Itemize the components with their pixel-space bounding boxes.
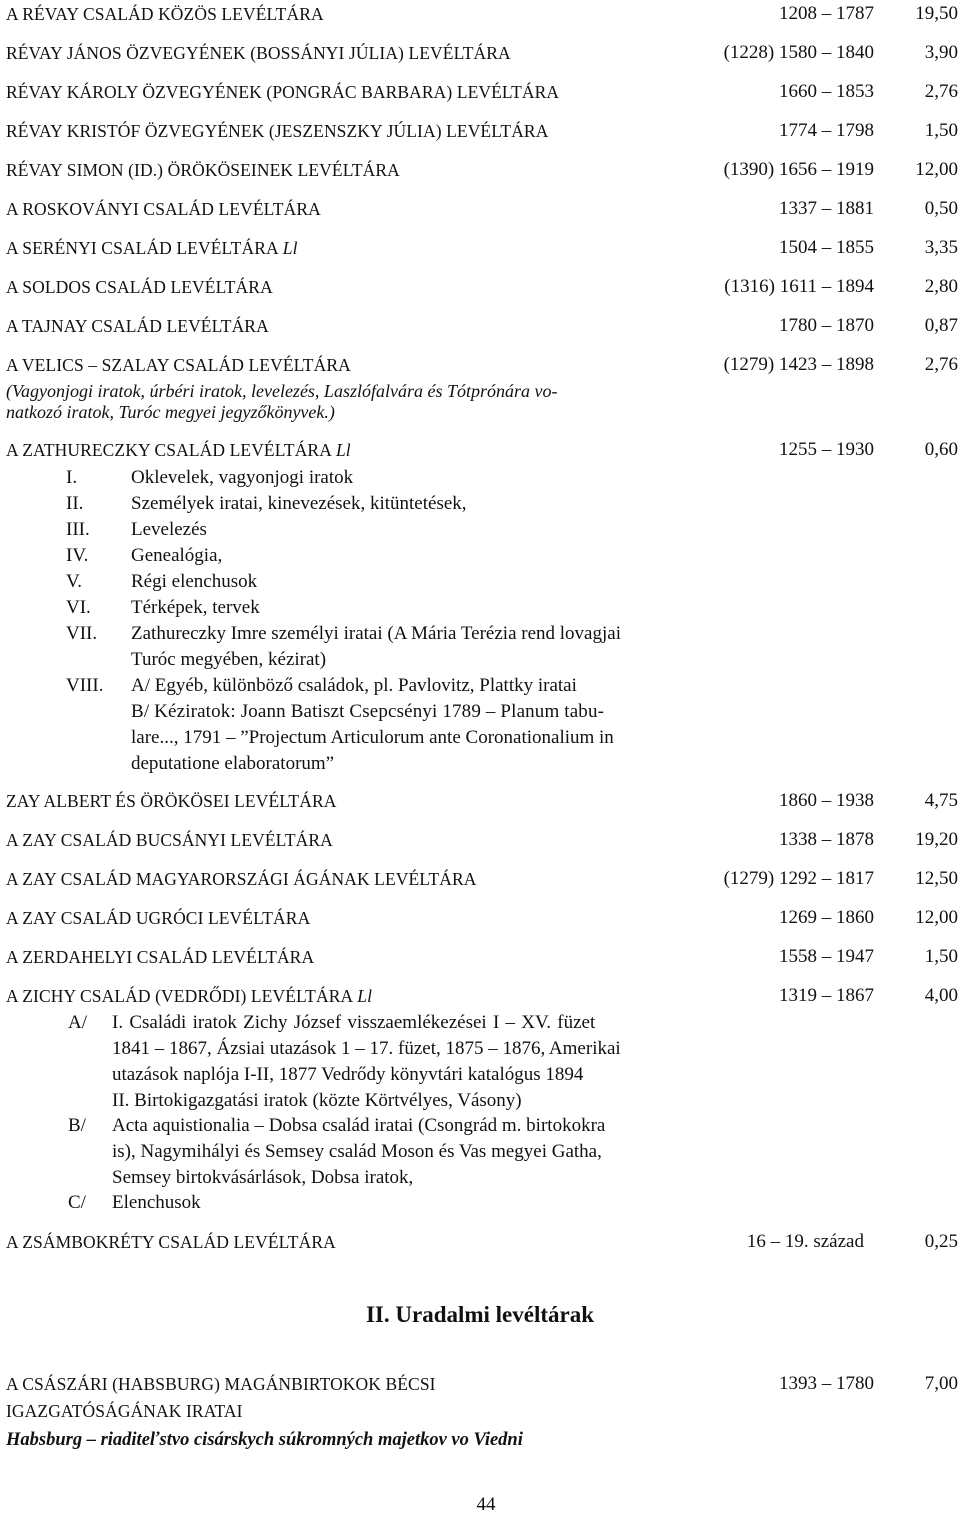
item-number: III. xyxy=(66,519,90,540)
entry-size: 4,00 xyxy=(924,985,958,1006)
entry-size: 2,76 xyxy=(924,81,958,102)
archive-entry xyxy=(6,905,958,933)
item-text: Zathureczky Imre személyi iratai (A Mária Terézia rend lovagjai Turóc megyében, kézirat) xyxy=(131,623,621,670)
archive-entry xyxy=(6,352,958,380)
item-number: VI. xyxy=(66,597,91,618)
archive-entry xyxy=(6,313,958,341)
page-number: 44 xyxy=(476,1494,496,1515)
archive-entry xyxy=(6,118,958,146)
entry-title: RÉVAY SIMON (ID.) ÖRÖKÖSEINEK LEVÉLTÁRA xyxy=(6,160,400,180)
entry-size: 3,35 xyxy=(924,237,958,258)
archive-entry xyxy=(6,437,958,465)
item-text: Genealógia, xyxy=(131,545,223,566)
sub-list-item xyxy=(66,465,716,491)
entry-dates: (1316) 1611 – 1894 xyxy=(724,276,874,297)
entry-dates: 1860 – 1938 xyxy=(779,790,874,811)
entry-size: 1,50 xyxy=(924,946,958,967)
entry-dates: 1338 – 1878 xyxy=(779,829,874,850)
note-line: natkozó iratok, Turóc megyei jegyzőkönyvek.) xyxy=(6,402,335,422)
archive-entry xyxy=(6,79,958,107)
entry-size: 1,50 xyxy=(924,120,958,141)
archive-entry xyxy=(6,827,958,855)
item-number: B/ xyxy=(68,1115,86,1136)
section-heading: II. Uradalmi levéltárak xyxy=(365,1302,595,1327)
entry-title: A ZAY CSALÁD UGRÓCI LEVÉLTÁRA xyxy=(6,908,311,928)
entry-dates: 1393 – 1780 xyxy=(779,1373,874,1394)
entry-dates: 1208 – 1787 xyxy=(779,3,874,24)
entry-size: 0,87 xyxy=(924,315,958,336)
sub-list-item xyxy=(66,595,716,621)
entry-title: A ZICHY CSALÁD (VEDRŐDI) LEVÉLTÁRA Ll xyxy=(6,986,373,1006)
sub-list-item xyxy=(66,621,716,673)
entry-size: 4,75 xyxy=(924,790,958,811)
sub-list-item xyxy=(68,1113,716,1191)
item-number: II. xyxy=(66,493,84,514)
entry-title: RÉVAY KÁROLY ÖZVEGYÉNEK (PONGRÁC BARBARA) LEVÉLTÁRA xyxy=(6,82,560,102)
entry-title: A ZAY CSALÁD BUCSÁNYI LEVÉLTÁRA xyxy=(6,830,333,850)
item-number: I. xyxy=(66,467,78,488)
entry-title: A VELICS – SZALAY CSALÁD LEVÉLTÁRA xyxy=(6,355,351,375)
entry-title: A RÉVAY CSALÁD KÖZÖS LEVÉLTÁRA xyxy=(6,4,324,24)
item-text: Elenchusok xyxy=(112,1192,201,1213)
entry-size: 0,25 xyxy=(924,1231,958,1252)
archive-entry xyxy=(6,983,958,1011)
item-number: V. xyxy=(66,571,83,592)
entry-subtitle: Habsburg – riaditeľstvo cisárskych súkromných majetkov vo Viedni xyxy=(6,1430,523,1450)
entry-dates: 1255 – 1930 xyxy=(779,439,874,460)
entry-size: 12,50 xyxy=(915,868,958,889)
entry-note xyxy=(6,381,716,423)
entry-size: 19,50 xyxy=(915,3,958,24)
archive-entry xyxy=(6,40,958,68)
archive-entry xyxy=(6,944,958,972)
entry-dates: 1774 – 1798 xyxy=(779,120,874,141)
entry-size: 12,00 xyxy=(915,907,958,928)
entry-dates: 1780 – 1870 xyxy=(779,315,874,336)
entry-dates: (1228) 1580 – 1840 xyxy=(723,42,874,63)
item-text: Levelezés xyxy=(131,519,207,540)
entry-title: ZAY ALBERT ÉS ÖRÖKÖSEI LEVÉLTÁRA xyxy=(6,791,337,811)
entry-title: A TAJNAY CSALÁD LEVÉLTÁRA xyxy=(6,316,269,336)
entry-size: 3,90 xyxy=(924,42,958,63)
archive-entry xyxy=(6,235,958,263)
archive-entry xyxy=(6,866,958,894)
entry-dates: 1319 – 1867 xyxy=(779,985,874,1006)
entry-dates: 16 – 19. század xyxy=(746,1231,864,1252)
item-text: Személyek iratai, kinevezések, kitüntetések, xyxy=(131,493,467,514)
item-number: VII. xyxy=(66,623,98,644)
sub-list-item xyxy=(66,673,716,777)
sub-list-item xyxy=(66,543,716,569)
archive-entry xyxy=(6,788,958,816)
entry-title: RÉVAY KRISTÓF ÖZVEGYÉNEK (JESZENSZKY JÚLIA) LEVÉLTÁRA xyxy=(6,121,549,141)
item-number: VIII. xyxy=(66,675,104,696)
entry-size: 7,00 xyxy=(924,1373,958,1394)
archive-entry xyxy=(6,157,958,185)
note-line: (Vagyonjogi iratok, úrbéri iratok, levelezés, Laszlófalvára és Tótprónára vo- xyxy=(6,381,558,401)
sub-list-item xyxy=(66,569,716,595)
entry-size: 2,80 xyxy=(924,276,958,297)
item-text: A/ Egyéb, különböző családok, pl. Pavlovitz, Plattky iratai B/ Kéziratok: Joann Batiszt Csepcsényi 1789 – Planum tabu- lare..., 1791 – ”Projectum Articulorum ante Coronationalium in deputatione elaboratorum” xyxy=(131,675,614,774)
entry-size: 19,20 xyxy=(915,829,958,850)
sub-list-item xyxy=(66,491,716,517)
item-number: IV. xyxy=(66,545,89,566)
entry-size: 2,76 xyxy=(924,354,958,375)
entry-title: RÉVAY JÁNOS ÖZVEGYÉNEK (BOSSÁNYI JÚLIA) LEVÉLTÁRA xyxy=(6,43,511,63)
sub-list-item xyxy=(66,517,716,543)
item-text: Régi elenchusok xyxy=(131,571,258,592)
archive-entry xyxy=(6,1371,958,1427)
entry-dates: (1279) 1423 – 1898 xyxy=(723,354,874,375)
item-number: A/ xyxy=(68,1012,87,1033)
item-text: Acta aquistionalia – Dobsa család iratai (Csongrád m. birtokokra is), Nagymihályi és Semsey család Moson és Vas megyei Gatha, Semsey birtokvásárlások, Dobsa iratok, xyxy=(112,1115,606,1188)
item-text: Térképek, tervek xyxy=(131,597,260,618)
entry-title: A ZSÁMBOKRÉTY CSALÁD LEVÉLTÁRA xyxy=(6,1232,336,1252)
archive-entry xyxy=(6,1229,958,1257)
sub-list-item xyxy=(68,1190,716,1216)
entry-size: 12,00 xyxy=(915,159,958,180)
entry-dates: 1504 – 1855 xyxy=(779,237,874,258)
entry-dates: (1390) 1656 – 1919 xyxy=(723,159,874,180)
archive-entry xyxy=(6,1,958,29)
entry-title: A ROSKOVÁNYI CSALÁD LEVÉLTÁRA xyxy=(6,199,321,219)
entry-size: 0,50 xyxy=(924,198,958,219)
item-number: C/ xyxy=(68,1192,86,1213)
entry-title: A CSÁSZÁRI (HABSBURG) MAGÁNBIRTOKOK BÉCSI IGAZGATÓSÁGÁNAK IRATAI xyxy=(6,1374,436,1421)
entry-dates: 1558 – 1947 xyxy=(779,946,874,967)
item-text: Oklevelek, vagyonjogi iratok xyxy=(131,467,354,488)
archive-entry xyxy=(6,196,958,224)
archive-entry xyxy=(6,274,958,302)
sub-list-item xyxy=(68,1010,716,1114)
entry-dates: 1269 – 1860 xyxy=(779,907,874,928)
entry-dates: 1337 – 1881 xyxy=(779,198,874,219)
entry-dates: (1279) 1292 – 1817 xyxy=(723,868,874,889)
entry-title: A ZATHURECZKY CSALÁD LEVÉLTÁRA Ll xyxy=(6,440,351,460)
entry-title: A SERÉNYI CSALÁD LEVÉLTÁRA Ll xyxy=(6,238,298,258)
entry-title: A ZAY CSALÁD MAGYARORSZÁGI ÁGÁNAK LEVÉLTÁRA xyxy=(6,869,477,889)
item-text: I. Családi iratok Zichy József visszaemlékezései I – XV. füzet 1841 – 1867, Ázsiai utazások 1 – 17. füzet, 1875 – 1876, Amerikai utazások naplója I-II, 1877 Vedrődy könyvtári katalógus 1894 II. Birtokigazgatási iratok (közte Körtvélyes, Vásony) xyxy=(112,1012,621,1111)
entry-size: 0,60 xyxy=(924,439,958,460)
entry-title: A ZERDAHELYI CSALÁD LEVÉLTÁRA xyxy=(6,947,315,967)
entry-dates: 1660 – 1853 xyxy=(779,81,874,102)
entry-title: A SOLDOS CSALÁD LEVÉLTÁRA xyxy=(6,277,273,297)
